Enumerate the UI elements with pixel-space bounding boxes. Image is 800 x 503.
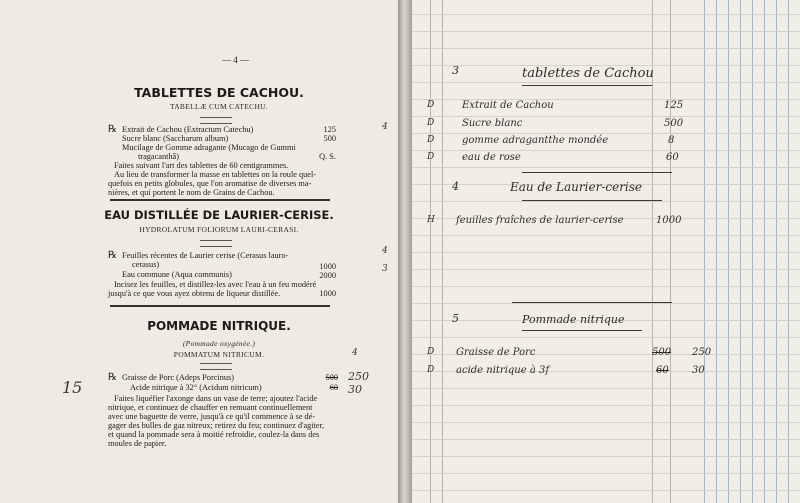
ingredient-qty: 1000	[319, 289, 336, 298]
ruling-line	[412, 31, 800, 32]
ruling-line	[412, 14, 800, 15]
ledger-qty: 1000	[656, 215, 682, 226]
instruction-line: Incisez les feuilles, et distillez-les avec l'eau à un feu modéré	[114, 280, 317, 289]
ledger-item: acide nitrique à 3f	[456, 365, 550, 376]
ruling-line	[412, 167, 800, 168]
ledger-qty-hand: 30	[692, 365, 705, 376]
ingredient-qty: 125	[323, 125, 336, 134]
ledger-entry-number: 4	[452, 180, 459, 193]
instruction-line: nières, et qui portent le nom de Grains de Cachou.	[108, 188, 275, 197]
section-title-cachou: TABLETTES DE CACHOU.	[134, 85, 304, 100]
instruction-line: et quand la pommade sera à moitié refroidie, coulez-la dans des	[108, 430, 320, 439]
ruling-line	[412, 422, 800, 423]
ledger-section-title: Eau de Laurier-cerise	[510, 180, 643, 194]
ruling-line	[412, 133, 800, 134]
ingredient-qty: 1000	[319, 262, 336, 271]
ledger-qty-struck: 500	[652, 347, 672, 358]
ledger-qty-struck: 60	[656, 365, 669, 376]
ledger-item: Sucre blanc	[462, 118, 523, 129]
instruction-line: avec une baguette de verre, jusqu'à ce qu'il commence à se dé-	[108, 412, 316, 421]
handwritten-qty: 30	[348, 383, 362, 396]
ledger-mark: H	[427, 215, 435, 225]
ledger-mark: D	[427, 118, 435, 128]
ledger-entry-number: 5	[452, 312, 459, 325]
ledger-qty: 60	[666, 152, 679, 163]
section-subtitle-pommade-latin: POMMATUM NITRICUM.	[173, 350, 265, 359]
ledger-item: eau de rose	[462, 152, 521, 163]
handwritten-qty: 250	[348, 370, 369, 383]
ruling-line	[412, 48, 800, 49]
ingredient-qty-struck: 60	[329, 383, 338, 392]
recipe-symbol: ℞	[108, 372, 117, 383]
margin-note: 3	[382, 264, 388, 274]
ledger-mark: D	[427, 152, 435, 162]
margin-note: 15	[62, 378, 83, 397]
section-divider	[110, 305, 330, 307]
ledger-qty: 125	[664, 100, 684, 111]
ledger-mark: D	[427, 365, 435, 375]
instruction-line: Faites liquéfier l'axonge dans un vase de terre; ajoutez l'acide	[114, 394, 318, 403]
ingredient-line: Extrait de Cachou (Extractum Catechu)	[122, 125, 254, 134]
title-underline	[522, 200, 662, 201]
ruling-line	[412, 473, 800, 474]
ruling-line	[412, 201, 800, 202]
instruction-line: moules de papier.	[108, 439, 167, 448]
ingredient-line: cerasus)	[132, 260, 160, 269]
ingredient-line: Graisse de Porc (Adeps Porcinus)	[122, 373, 234, 382]
ingredient-line: Sucre blanc (Saccharum album)	[122, 134, 229, 143]
ruling-line	[412, 269, 800, 270]
ingredient-qty-struck: 500	[325, 373, 338, 382]
ledger-qty: 8	[668, 135, 675, 146]
ledger-section-title: tablettes de Cachou	[522, 66, 654, 81]
section-title-pommade: POMMADE NITRIQUE.	[147, 319, 291, 333]
ingredient-qty: 500	[323, 134, 336, 143]
ruling-line	[412, 150, 800, 151]
title-underline	[522, 85, 652, 86]
ledger-item: gomme adragantthe mondée	[462, 135, 609, 146]
ledger-entry-number: 3	[452, 64, 459, 77]
printed-page	[0, 0, 398, 503]
ruling-line	[412, 82, 800, 83]
instruction-line: gager des bulles de gaz nitreux; retirez du feu; continuez d'agiter,	[108, 421, 325, 430]
ingredient-line: Acide nitrique à 32° (Acidum nitricum)	[130, 383, 262, 392]
ledger-mark: D	[427, 100, 435, 110]
instruction-line: Faites suivant l'art des tablettes de 60 centigrammes.	[114, 161, 289, 170]
ruling-line	[412, 286, 800, 287]
ruling-line	[412, 405, 800, 406]
ornament-divider	[200, 363, 232, 370]
recipe-symbol: ℞	[108, 124, 117, 135]
ruling-line	[412, 303, 800, 304]
ledger-qty-hand: 250	[692, 347, 712, 358]
ornament-divider	[200, 240, 232, 247]
ornament-divider	[200, 117, 232, 124]
recipe-symbol: ℞	[108, 250, 117, 261]
margin-note: 4	[382, 246, 388, 256]
ruling-line	[412, 439, 800, 440]
margin-note: 4	[382, 122, 388, 132]
title-underline	[522, 330, 642, 331]
ingredient-line: Eau commune (Aqua communis)	[122, 270, 232, 279]
ledger-mark: D	[427, 135, 435, 145]
section-subtitle-laurier: HYDROLATUM FOLIORUM LAURI-CERASI.	[139, 225, 299, 234]
section-title-laurier: EAU DISTILLÉE DE LAURIER-CERISE.	[104, 208, 334, 222]
ruling-line	[412, 490, 800, 491]
ingredient-qty: Q. S.	[319, 152, 336, 161]
ledger-item: Graisse de Porc	[456, 347, 536, 358]
instruction-line: nitrique, et continuez de chauffer en remuant continuellement	[108, 403, 313, 412]
margin-note: 4	[352, 348, 358, 358]
section-subtitle-cachou: TABELLÆ CUM CATECHU.	[169, 102, 269, 111]
book-gutter	[398, 0, 412, 503]
section-subtitle-pommade: (Pommade oxygénée.)	[182, 339, 256, 348]
section-rule	[522, 172, 672, 173]
instruction-line: quefois en petits globules, que l'on aromatise de diverses ma-	[108, 179, 312, 188]
ledger-item: Extrait de Cachou	[462, 100, 554, 111]
ingredient-line: Feuilles récentes de Laurier cerise (Cerasus lauro-	[122, 251, 289, 260]
ingredient-line: Mucilage de Gomme adragante (Mucago de Gummi	[122, 143, 296, 152]
ledger-page	[412, 0, 800, 503]
ruling-line	[412, 235, 800, 236]
ledger-mark: D	[427, 347, 435, 357]
ledger-qty: 500	[664, 118, 684, 129]
ruling-line	[412, 252, 800, 253]
ruling-line	[412, 456, 800, 457]
section-divider	[110, 199, 330, 201]
ledger-section-title: Pommade nitrique	[522, 313, 625, 326]
section-rule	[512, 302, 672, 303]
ingredient-qty: 2000	[319, 271, 336, 280]
ingredient-line: tragacanthâ)	[138, 152, 179, 161]
ledger-item: feuilles fraîches de laurier-cerise	[456, 215, 624, 226]
ruling-line	[412, 116, 800, 117]
ruling-line	[412, 388, 800, 389]
page-number: — 4 —	[222, 55, 249, 65]
ruling-line	[412, 337, 800, 338]
instruction-line: jusqu'à ce que vous ayez obtenu de liqueur distillée.	[108, 289, 281, 298]
instruction-line: Au lieu de transformer la masse en tablettes on la roule quel-	[114, 170, 317, 179]
